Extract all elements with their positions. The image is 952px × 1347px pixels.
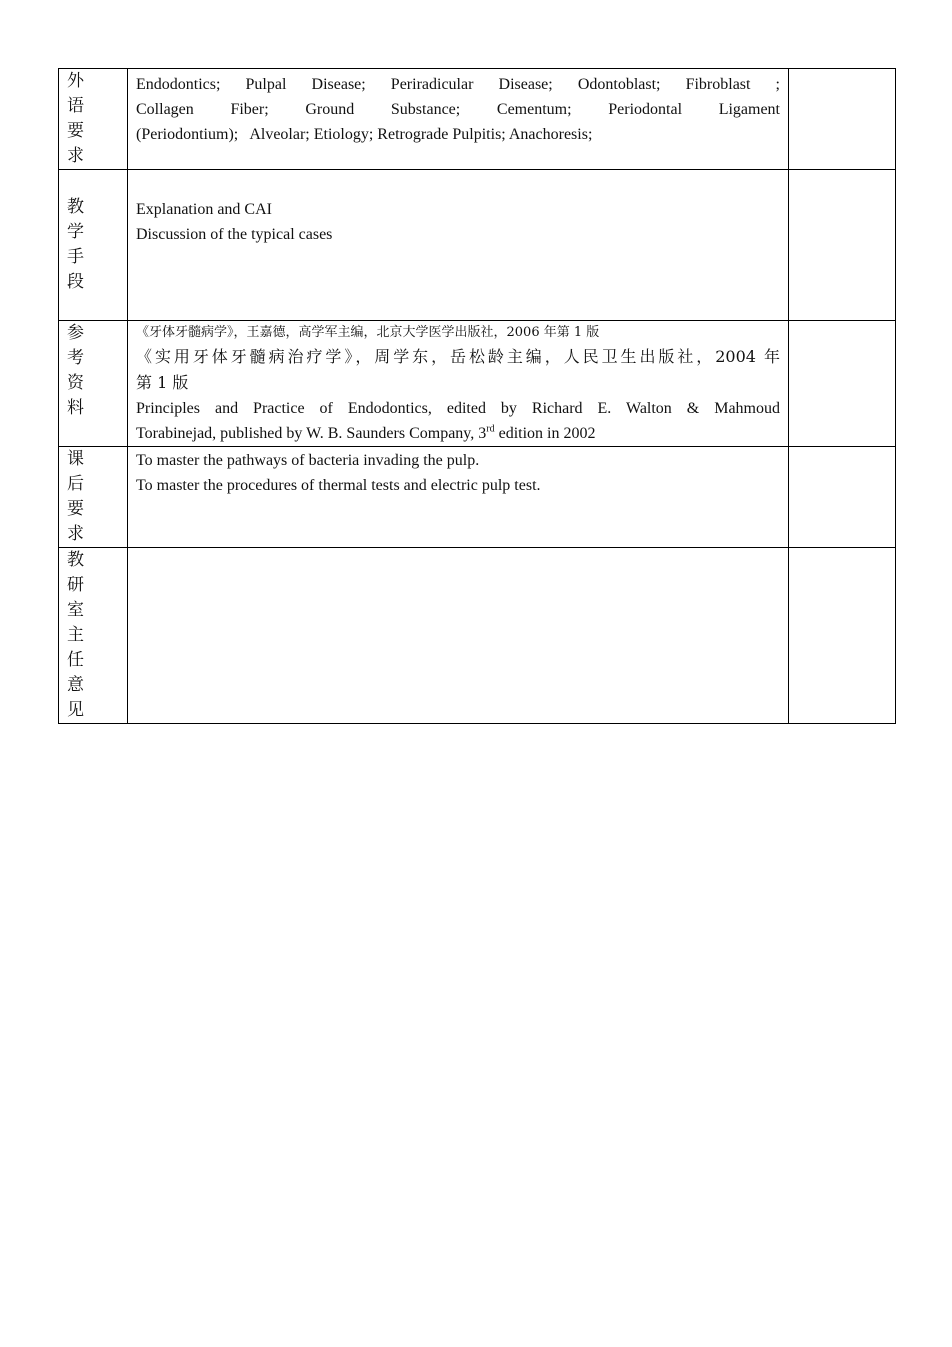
notes-cell — [789, 321, 896, 447]
ordinal-suffix: rd — [486, 423, 495, 435]
row-label: 外语要求 — [67, 71, 84, 166]
content-cell — [128, 321, 789, 447]
reference-cn-1: 《牙体牙髓病学》，王嘉德，高学军主编，北京大学医学出版社，2006 年第 1 版 — [136, 325, 600, 340]
syllabus-table — [58, 68, 896, 724]
notes-cell — [789, 447, 896, 548]
teaching-methods-text — [128, 170, 788, 247]
row-label: 课后要求 — [67, 449, 84, 544]
reference-en-2 — [136, 421, 780, 446]
label-cell — [59, 321, 128, 447]
text-line: (Periodontium); Alveolar; Etiology; Retrograde Pulpitis; Anachoresis; — [136, 126, 593, 143]
content-cell — [128, 447, 789, 548]
reference-en-2-tail: edition in 2002 — [494, 425, 596, 442]
foreign-terms — [128, 69, 788, 147]
label-cell — [59, 548, 128, 724]
row-label: 参考资料 — [67, 323, 84, 418]
after-class-text — [128, 447, 788, 498]
row-foreign-language — [59, 69, 896, 170]
references-text — [128, 321, 788, 446]
label-cell — [59, 170, 128, 321]
row-label: 教学手段 — [67, 197, 84, 292]
content-cell — [128, 548, 789, 724]
row-teaching-methods — [59, 170, 896, 321]
text-line: To master the pathways of bacteria invading the pulp. — [136, 452, 480, 469]
text-line: Collagen Fiber; Ground Substance; Cementum; Periodontal Ligament — [136, 101, 780, 118]
reference-en-2-text: Torabinejad, published by W. B. Saunders Company, 3 — [136, 425, 487, 442]
text-line: Explanation and CAI — [136, 201, 272, 218]
row-label: 教研室主任意见 — [67, 550, 84, 720]
reference-en-1: Principles and Practice of Endodontics, edited by Richard E. Walton & Mahmoud — [136, 400, 780, 417]
label-cell — [59, 447, 128, 548]
notes-cell — [789, 170, 896, 321]
row-after-class — [59, 447, 896, 548]
text-line: Discussion of the typical cases — [136, 226, 333, 243]
text-line: To master the procedures of thermal tests and electric pulp test. — [136, 477, 541, 494]
text-line: Endodontics; Pulpal Disease; Periradicular Disease; Odontoblast; Fibroblast ; — [136, 76, 780, 93]
reference-cn-2-cont: 第 1 版 — [136, 373, 189, 392]
notes-cell — [789, 69, 896, 170]
label-cell — [59, 69, 128, 170]
notes-cell — [789, 548, 896, 724]
row-references — [59, 321, 896, 447]
reference-cn-2: 《实用牙体牙髓病治疗学》，周学东，岳松龄主编，人民卫生出版社，2004 年 — [136, 347, 780, 366]
content-cell — [128, 69, 789, 170]
row-department-opinion — [59, 548, 896, 724]
content-cell — [128, 170, 789, 321]
